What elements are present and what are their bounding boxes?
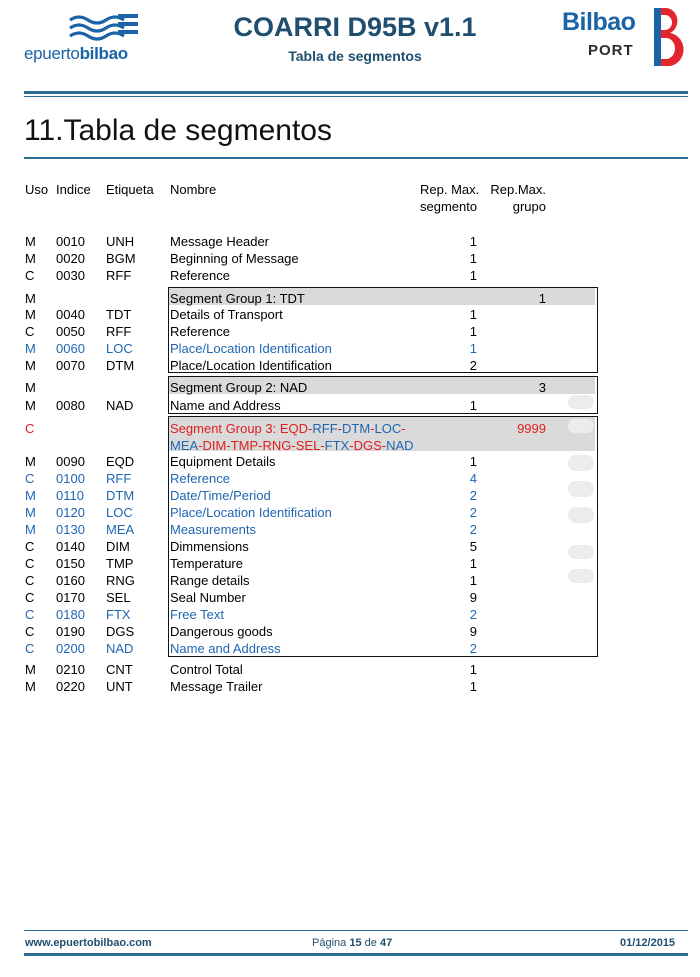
row-uso: C	[25, 556, 35, 571]
row-rep-segmento: 1	[469, 268, 477, 283]
page-word: Página	[312, 937, 347, 949]
document-subtitle: Tabla de segmentos	[288, 48, 422, 64]
row-indice: 0090	[56, 454, 85, 469]
col-uso-header: Uso	[25, 182, 49, 197]
row-rep-segmento: 1	[469, 324, 477, 339]
epuertobilbao-logo	[24, 10, 154, 66]
row-etiqueta: DTM	[106, 358, 135, 373]
row-indice: 0020	[56, 251, 85, 266]
row-rep-segmento: 2	[469, 488, 477, 503]
row-nombre: Measurements	[170, 522, 256, 537]
footer-page-number	[312, 937, 392, 949]
row-etiqueta: UNT	[106, 679, 133, 694]
row-rep-segmento: 2	[469, 505, 477, 520]
row-uso: M	[25, 679, 36, 694]
footer-rule	[24, 930, 688, 931]
row-indice: 0200	[56, 641, 85, 656]
group-name-part: -	[258, 438, 263, 453]
row-uso: M	[25, 358, 36, 373]
row-nombre: Seal Number	[170, 590, 246, 605]
group-name-part: -	[198, 438, 203, 453]
group-name-part: -	[308, 421, 313, 436]
row-etiqueta: RFF	[106, 324, 132, 339]
row-nombre: Dangerous goods	[170, 624, 273, 639]
row-rep-segmento: 2	[469, 607, 477, 622]
row-indice: 0110	[56, 488, 84, 503]
row-rep-segmento: 9	[469, 590, 477, 605]
bilbao-b-logo-icon	[650, 6, 686, 70]
group-name-part: NAD	[386, 438, 414, 453]
row-uso: M	[25, 505, 36, 520]
waves-icon	[68, 12, 140, 44]
col-nombre-header: Nombre	[170, 182, 217, 197]
col-rep-seg-header-2: segmento	[420, 199, 478, 214]
row-nombre: Details of Transport	[170, 307, 283, 322]
row-indice: 0030	[56, 268, 85, 283]
row-etiqueta: BGM	[106, 251, 136, 266]
row-indice: 0060	[56, 341, 85, 356]
row-etiqueta: TDT	[106, 307, 132, 322]
row-uso: C	[25, 590, 35, 605]
row-uso: C	[25, 268, 35, 283]
footer-rule-thick	[24, 953, 688, 956]
group-rep-grupo: 1	[538, 291, 546, 306]
group-name: Segment Group 1: TDT	[170, 291, 305, 306]
row-nombre: Reference	[170, 324, 230, 339]
row-nombre: Name and Address	[170, 398, 281, 413]
row-uso: C	[25, 641, 35, 656]
row-nombre: Place/Location Identification	[170, 505, 332, 520]
row-uso: M	[25, 488, 36, 503]
row-indice: 0080	[56, 398, 85, 413]
row-uso: C	[25, 539, 35, 554]
header-rule-thin	[24, 96, 688, 97]
row-etiqueta: UNH	[106, 234, 135, 249]
row-etiqueta: MEA	[106, 522, 135, 537]
col-rep-seg-header: Rep. Max.	[420, 182, 480, 197]
col-etiqueta-header: Etiqueta	[106, 182, 154, 197]
group-name-part: Segment Group 3: EQD	[170, 421, 309, 436]
row-rep-segmento: 1	[469, 454, 477, 469]
logo-text-b: bilbao	[79, 44, 128, 63]
row-nombre: Range details	[170, 573, 250, 588]
group-name: Segment Group 2: NAD	[170, 380, 308, 395]
row-indice: 0010	[56, 234, 85, 249]
row-rep-segmento: 2	[469, 522, 477, 537]
bilbao-port-logo	[558, 6, 688, 70]
row-uso: M	[25, 251, 36, 266]
page-current: 15	[349, 937, 362, 949]
row-indice: 0120	[56, 505, 85, 520]
row-uso: C	[25, 624, 35, 639]
row-nombre: Temperature	[170, 556, 243, 571]
row-etiqueta: EQD	[106, 454, 135, 469]
row-rep-segmento: 2	[469, 358, 477, 373]
row-etiqueta: NAD	[106, 398, 134, 413]
row-uso: C	[25, 471, 35, 486]
group-name-part: LOC	[374, 421, 402, 436]
group-name-part: FTX	[324, 438, 350, 453]
row-nombre: Place/Location Identification	[170, 358, 332, 373]
row-etiqueta: LOC	[106, 505, 133, 520]
row-indice: 0180	[56, 607, 85, 622]
group-name-part: DIM	[202, 438, 227, 453]
row-indice: 0050	[56, 324, 85, 339]
group-rep-grupo: 3	[538, 380, 546, 395]
row-nombre: Equipment Details	[170, 454, 276, 469]
port-logo-text: PORT	[588, 42, 634, 59]
row-nombre: Message Header	[170, 234, 269, 249]
row-rep-segmento: 1	[469, 234, 477, 249]
watermark-waves-icon	[568, 395, 594, 655]
group-name-part: DTM	[341, 421, 371, 436]
header-rule	[24, 91, 688, 94]
row-etiqueta: RNG	[106, 573, 135, 588]
row-rep-segmento: 9	[469, 624, 477, 639]
group-name-part: MEA	[170, 438, 199, 453]
row-uso: M	[25, 234, 36, 249]
group-name-part: -	[381, 438, 387, 453]
group-rep-grupo: 9999	[517, 421, 546, 436]
row-uso: C	[25, 573, 35, 588]
row-etiqueta: DTM	[106, 488, 135, 503]
row-rep-segmento: 5	[469, 539, 477, 554]
group-name-line1	[170, 420, 406, 437]
row-indice: 0100	[56, 471, 85, 486]
col-rep-grp-header-2: grupo	[512, 199, 546, 214]
footer-url[interactable]: www.epuertobilbao.com	[25, 937, 152, 949]
group-name-part: -	[337, 421, 342, 436]
row-etiqueta: DGS	[106, 624, 135, 639]
row-rep-segmento: 1	[469, 307, 477, 322]
row-rep-segmento: 1	[469, 398, 477, 413]
group-uso: M	[25, 380, 36, 395]
row-rep-segmento: 1	[469, 573, 477, 588]
col-rep-grp-header: Rep.Max.	[490, 182, 546, 197]
row-etiqueta: RFF	[106, 471, 132, 486]
row-rep-segmento: 1	[469, 341, 477, 356]
row-indice: 0160	[56, 573, 85, 588]
row-uso: C	[25, 607, 35, 622]
group-name-part: RNG	[262, 438, 292, 453]
group-name-line2	[170, 437, 414, 454]
row-rep-segmento: 1	[469, 251, 477, 266]
row-nombre: Dimmensions	[170, 539, 249, 554]
group-name-part: -	[320, 438, 325, 453]
group-name-part: -	[349, 438, 354, 453]
row-nombre: Place/Location Identification	[170, 341, 332, 356]
row-etiqueta: CNT	[106, 662, 133, 677]
row-etiqueta: FTX	[106, 607, 131, 622]
row-nombre: Beginning of Message	[170, 251, 299, 266]
row-nombre: Free Text	[170, 607, 224, 622]
row-nombre: Reference	[170, 471, 230, 486]
row-rep-segmento: 1	[469, 662, 477, 677]
row-uso: M	[25, 454, 36, 469]
row-indice: 0140	[56, 539, 85, 554]
row-etiqueta: SEL	[106, 590, 131, 605]
group-uso: M	[25, 291, 36, 306]
row-indice: 0170	[56, 590, 85, 605]
row-indice: 0040	[56, 307, 85, 322]
row-nombre: Date/Time/Period	[170, 488, 271, 503]
document-title: COARRI D95B v1.1	[233, 12, 477, 42]
row-rep-segmento: 1	[469, 679, 477, 694]
row-uso: M	[25, 522, 36, 537]
row-etiqueta: RFF	[106, 268, 132, 283]
group-name-part: DGS	[353, 438, 382, 453]
group-name-part: -	[226, 438, 231, 453]
bilbao-logo-text: Bilbao	[562, 8, 636, 36]
row-uso: M	[25, 662, 36, 677]
section-title: 11.Tabla de segmentos	[24, 114, 332, 147]
row-nombre: Name and Address	[170, 641, 281, 656]
of-word: de	[364, 937, 377, 949]
row-indice: 0070	[56, 358, 85, 373]
section-title-rule	[24, 157, 688, 159]
group-name-part: SEL	[295, 438, 321, 453]
row-uso: C	[25, 324, 35, 339]
row-rep-segmento: 4	[469, 471, 477, 486]
row-indice: 0130	[56, 522, 85, 537]
group-name-part: -	[291, 438, 296, 453]
row-indice: 0190	[56, 624, 85, 639]
row-indice: 0220	[56, 679, 85, 694]
row-etiqueta: LOC	[106, 341, 133, 356]
row-nombre: Control Total	[170, 662, 243, 677]
row-uso: M	[25, 398, 36, 413]
group-name-part: -	[370, 421, 375, 436]
row-etiqueta: TMP	[106, 556, 134, 571]
row-rep-segmento: 1	[469, 556, 477, 571]
group-uso: C	[25, 421, 35, 436]
row-uso: M	[25, 307, 36, 322]
row-etiqueta: NAD	[106, 641, 134, 656]
page-total: 47	[379, 937, 393, 949]
row-rep-segmento: 2	[469, 641, 477, 656]
row-nombre: Reference	[170, 268, 230, 283]
row-indice: 0210	[56, 662, 85, 677]
row-nombre: Message Trailer	[170, 679, 263, 694]
footer-date: 01/12/2015	[620, 937, 676, 949]
row-etiqueta: DIM	[106, 539, 130, 554]
group-name-part: RFF	[312, 421, 338, 436]
group-name-part: TMP	[230, 438, 259, 453]
row-indice: 0150	[56, 556, 85, 571]
col-indice-header: Indice	[56, 182, 91, 197]
group-name-part: -	[401, 421, 406, 436]
logo-text-a: epuerto	[24, 44, 80, 63]
row-uso: M	[25, 341, 36, 356]
